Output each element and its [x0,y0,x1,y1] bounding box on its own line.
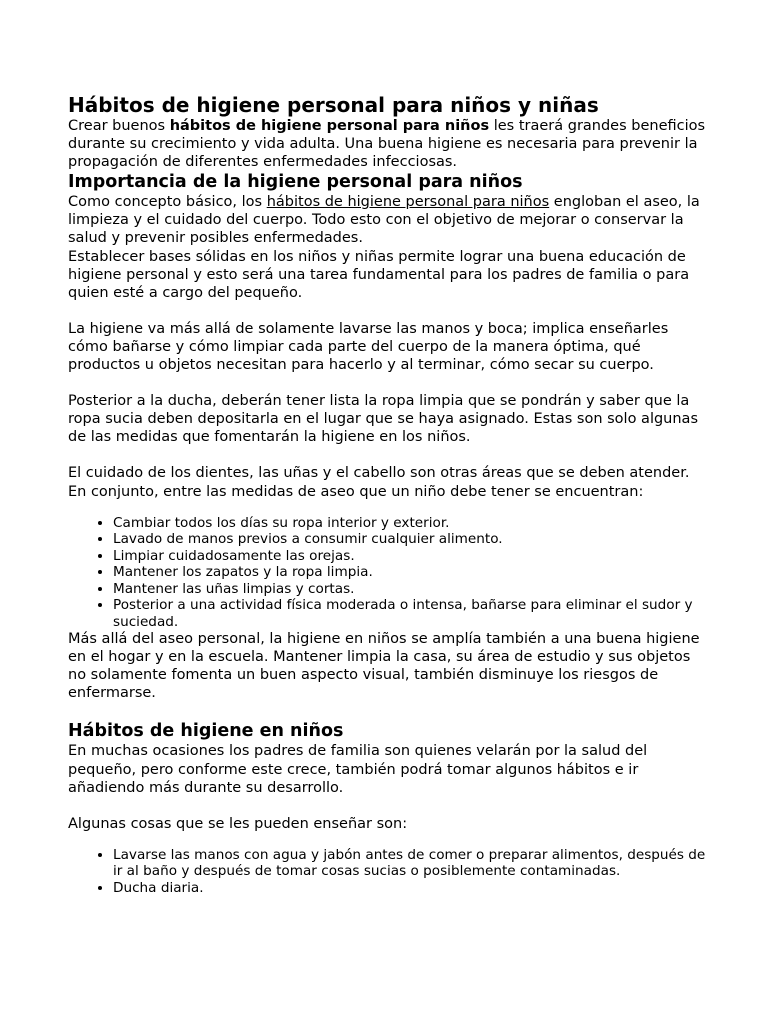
paragraph-ensenar: Algunas cosas que se les pueden enseñar son: [68,815,408,832]
paragraph-padres: En muchas ocasiones los padres de familia son quienes velarán por la salud del pequeño, pero conforme este crece, también podrá tomar algunos hábitos e ir añadiendo más durante su desarrollo. [68,743,648,796]
list-item: • Mantener las uñas limpias y cortas. [113,581,708,598]
list-item: • Cambiar todos los días su ropa interior y exterior. [113,515,708,532]
habitos-list [68,847,708,897]
paragraph-concepto-pre: Como concepto básico, los [68,194,267,211]
intro-text-pre: Crear buenos [68,118,170,134]
list-item: • Limpiar cuidadosamente las orejas. [113,548,708,565]
intro-text-post: les traerá grandes beneficios durante su crecimiento y vida adulta. Una buena higiene es necesaria para prevenir la propagación de diferentes enfermedades infecciosas. [68,118,706,171]
paragraph-ducha: Posterior a la ducha, deberán tener lista la ropa limpia que se pondrán y saber que la ropa sucia deben depositarla en el lugar que se haya asignado. Estas son solo algunas de las medidas que fomentarán la higiene en los niños. [68,393,698,446]
paragraph-higiene: La higiene va más allá de solamente lavarse las manos y boca; implica enseñarles cómo bañarse y cómo limpiar cada parte del cuerpo de la manera óptima, qué productos u objetos necesitan para hacerlo y al terminar, cómo secar su cuerpo. [68,320,669,374]
intro-paragraph [68,117,708,171]
spacer [68,302,708,320]
list-item: • Mantener los zapatos y la ropa limpia. [113,564,708,581]
spacer [68,374,708,392]
paragraph-concepto [68,193,708,247]
list-item: • Posterior a una actividad física moderada o intensa, bañarse para eliminar el sudor y suciedad. [113,597,708,630]
list-item: • Ducha diaria. [113,880,708,897]
paragraph-bases: Establecer bases sólidas en los niños y niñas permite lograr una buena educación de higiene personal y esto será una tarea fundamental para los padres de familia o para quien esté a cargo del pequeño. [68,248,690,301]
paragraph-hogar: Más allá del aseo personal, la higiene en niños se amplía también a una buena higiene en el hogar y en la escuela. Mantener limpia la casa, su área de estudio y sus objetos no solamente fomenta un buen aspecto visual, también disminuye los riesgos de enfermarse. [68,631,700,702]
spacer [68,702,708,720]
aseo-list [68,515,708,631]
spacer [68,446,708,464]
intro-bold-phrase: hábitos de higiene personal para niños [169,118,490,134]
spacer [68,797,708,815]
list-item: • Lavado de manos previos a consumir cualquier alimento. [113,531,708,548]
spacer [68,833,708,847]
list-item: • Lavarse las manos con agua y jabón antes de comer o preparar alimentos, después de ir al baño y después de tomar cosas sucias o posiblemente contaminadas. [113,847,708,880]
paragraph-concepto-post: engloban el aseo, la limpieza y el cuidado del cuerpo. Todo esto con el objetivo de mejorar o conservar la salud y prevenir posibles enfermedades. [68,194,700,247]
page-title: Hábitos de higiene personal para niños y niñas [68,93,599,117]
section-heading-importancia: Importancia de la higiene personal para niños [68,172,523,193]
spacer [68,501,708,515]
document-body [68,93,708,896]
habitos-link[interactable]: hábitos de higiene personal para niños [266,194,550,211]
section-heading-habitos: Hábitos de higiene en niños [68,721,344,742]
paragraph-cuidado: El cuidado de los dientes, las uñas y el cabello son otras áreas que se deben atender. En conjunto, entre las medidas de aseo que un niño debe tener se encuentran: [68,465,690,500]
